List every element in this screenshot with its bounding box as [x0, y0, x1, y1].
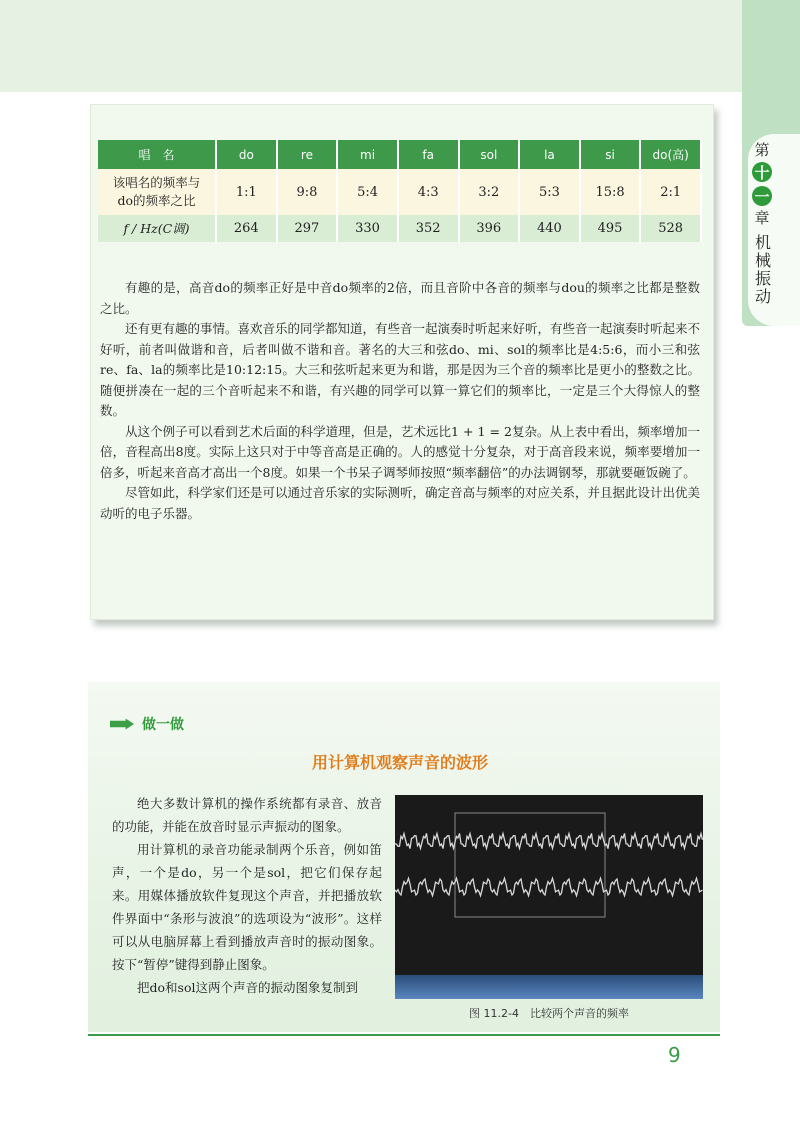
chapter-title: 机械振动	[752, 234, 772, 306]
table-header-row	[98, 140, 701, 169]
table-cell: 330	[337, 215, 398, 242]
table-header-cell: la	[519, 140, 580, 169]
table-header-cell: mi	[337, 140, 398, 169]
paragraph: 绝大多数计算机的操作系统都有录音、放音的功能，并能在放音时显示声振动的图象。	[112, 796, 382, 834]
waveform-sol	[395, 878, 703, 895]
ratio-label-line2: do的频率之比	[117, 193, 196, 208]
table-cell: 352	[398, 215, 459, 242]
table-cell: 1:1	[216, 169, 277, 215]
table-cell: 4:3	[398, 169, 459, 215]
table-cell: 2:1	[640, 169, 701, 215]
selection-frame	[455, 813, 605, 917]
chapter-suffix: 章	[754, 209, 770, 227]
figure-caption: 图 11.2-4 比较两个声音的频率	[469, 1007, 629, 1020]
player-bar	[395, 975, 703, 999]
arrow-icon	[110, 719, 134, 730]
table-header-cell: re	[277, 140, 338, 169]
table-row-frequency	[98, 215, 701, 242]
frequency-table	[98, 140, 702, 242]
table-header-cell: do	[216, 140, 277, 169]
table-cell: 440	[519, 215, 580, 242]
chapter-number-b: 一	[752, 186, 772, 206]
ratio-label-line1: 该唱名的频率与	[112, 175, 201, 190]
activity-label-text: 做一做	[142, 717, 184, 733]
table-cell: 264	[216, 215, 277, 242]
page-number: 9	[668, 1043, 681, 1067]
paragraph: 尽管如此，科学家们还是可以通过音乐家的实际测听，确定音高与频率的对应关系，并且据此设计出优美动听的电子乐器。	[100, 485, 701, 521]
table-header-cell: sol	[459, 140, 520, 169]
table-header-cell: 唱 名	[98, 140, 216, 169]
waveform-figure	[395, 795, 703, 999]
table-header-cell: do(高)	[640, 140, 701, 169]
paragraph: 有趣的是，高音do的频率正好是中音do频率的2倍，而且音阶中各音的频率与dou的频率之比都是整数之比。	[100, 280, 700, 316]
reading-box	[90, 104, 714, 620]
table-cell: 396	[459, 215, 520, 242]
paragraph: 从这个例子可以看到艺术后面的科学道理，但是，艺术远比1 + 1 = 2复杂。从上表中看出，频率增加一倍，音程高出8度。实际上这只对于中等音高是正确的。人的感觉十分复杂，对于高音段来说，频率要增加一倍多，听起来音高才高出一个8度。如果一个书呆子调琴师按照“频率翻倍”的办法调钢琴，那就要砸饭碗了。	[100, 423, 700, 480]
table-cell: 297	[277, 215, 338, 242]
table-row-label: f / Hz(C调)	[98, 215, 216, 242]
table-row-ratio	[98, 169, 701, 215]
chapter-number-a: 十	[752, 162, 772, 182]
waveform-screenshot	[395, 795, 703, 999]
table-header-cell: fa	[398, 140, 459, 169]
waveform-do	[395, 833, 703, 848]
chapter-label	[748, 140, 776, 306]
table-cell: 9:8	[277, 169, 338, 215]
table-cell: 3:2	[459, 169, 520, 215]
paragraph: 用计算机的录音功能录制两个乐音，例如笛声，一个是do，另一个是sol，把它们保存起来。用媒体播放软件复现这个声音，并把播放软件界面中“条形与波浪”的选项设为“波形”。这样可以从电脑屏幕上看到播放声音时的振动图象。按下“暂停”键得到静止图象。	[112, 842, 382, 972]
paragraph: 把do和sol这两个声音的振动图象复制到	[137, 980, 358, 995]
paragraph: 还有更有趣的事情。喜欢音乐的同学都知道，有些音一起演奏时听起来好听，有些音一起演奏时听起来不好听，前者叫做谐和音，后者叫做不谐和音。著名的大三和弦do、mi、sol的频率比是4:5:6，而小三和弦re、fa、la的频率比是10:12:15。大三和弦听起来更为和谐，那是因为三个音的频率比是更小的整数之比。随便拼凑在一起的三个音听起来不和谐，有兴趣的同学可以算一算它们的频率比，一定是三个大得惊人的整数。	[100, 321, 701, 418]
table-row-label	[98, 169, 216, 215]
activity-label	[110, 714, 184, 734]
body-text	[100, 278, 700, 524]
table-cell: 5:4	[337, 169, 398, 215]
table-cell: 15:8	[580, 169, 641, 215]
chapter-prefix: 第	[754, 141, 770, 159]
header-band	[0, 0, 742, 92]
bottom-rule	[88, 1034, 720, 1036]
activity-title: 用计算机观察声音的波形	[311, 753, 488, 772]
table-cell: 5:3	[519, 169, 580, 215]
table-cell: 495	[580, 215, 641, 242]
table-cell: 528	[640, 215, 701, 242]
table-header-cell: si	[580, 140, 641, 169]
activity-text	[112, 792, 382, 999]
